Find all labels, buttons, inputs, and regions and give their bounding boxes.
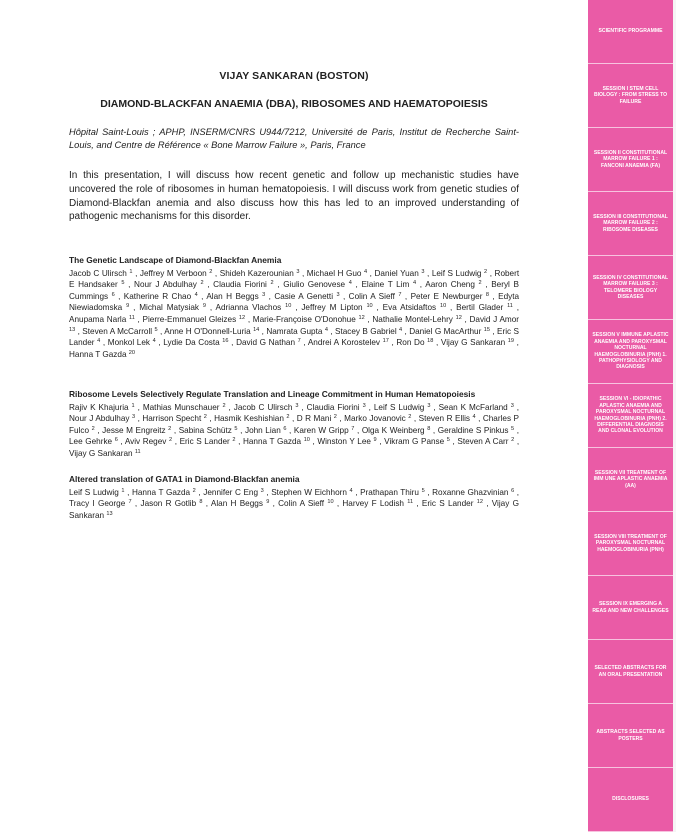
author: Adrianna Vlachos — [215, 303, 282, 313]
affiliation-number: 4 — [399, 326, 403, 333]
affiliation-number: 9 — [126, 303, 130, 310]
nav-disclosures[interactable]: DISCLOSURES — [588, 768, 673, 832]
affiliation-number: 9 — [266, 499, 270, 506]
author: Olga K Weinberg — [361, 425, 425, 435]
author: Hanna T Gazda — [242, 437, 302, 447]
affiliation-number: 4 — [349, 487, 353, 494]
affiliation-number: 10 — [439, 303, 447, 310]
publication-2 — [69, 389, 519, 460]
author: Michal Matysiak — [139, 303, 200, 313]
affiliation-number: 3 — [362, 402, 366, 409]
affiliation-number: 13 — [69, 326, 76, 333]
author: Stacey B Gabriel — [335, 326, 397, 336]
author: Casie A Genetti — [274, 291, 334, 301]
affiliation-number: 5 — [121, 280, 125, 287]
affiliation-number: 5 — [446, 437, 450, 444]
affiliation-number: 9 — [373, 437, 377, 444]
affiliation-number: 4 — [152, 338, 156, 345]
affiliation-number: 3 — [260, 487, 264, 494]
affiliation-number: 6 — [114, 437, 118, 444]
author: Giulio Genovese — [283, 280, 346, 290]
affiliation-number: 5 — [234, 425, 238, 432]
author: Lee Gehrke — [69, 437, 113, 447]
affiliation-number: 8 — [485, 291, 490, 298]
author: Beryl B Cummings — [69, 280, 519, 301]
author: Jacob C Ulirsch — [233, 402, 293, 412]
affiliation-number: 2 — [484, 268, 488, 275]
affiliation: Hôpital Saint-Louis ; APHP, INSERM/CNRS U944/7212, Université de Paris, Institut de Recherche Saint-Louis, and Centre de Référence « Bone Marrow Failure », Paris, France — [69, 127, 519, 151]
author: Alan H Beggs — [206, 291, 259, 301]
affiliation-number: 2 — [168, 437, 173, 444]
author: Harrison Specht — [142, 414, 202, 424]
affiliation-number: 2 — [168, 425, 172, 432]
author: Jesse M Engreitz — [102, 425, 166, 435]
affiliation-number: 15 — [483, 326, 490, 333]
nav-selected-abstracts-oral[interactable]: SELECTED ABSTRACTS FOR AN ORAL PRESENTATION — [588, 640, 673, 704]
affiliation-number: 7 — [297, 338, 301, 345]
affiliation-number: 12 — [455, 314, 462, 321]
affiliation-number: 3 — [262, 291, 266, 298]
affiliation-number: 3 — [295, 402, 299, 409]
affiliation-number: 1 — [131, 402, 135, 409]
publication-title: The Genetic Landscape of Diamond-Blackfan Anemia — [69, 255, 282, 265]
author: David J Amor — [469, 314, 520, 324]
affiliation-number: 2 — [478, 280, 482, 287]
affiliation-number: 7 — [128, 499, 132, 506]
affiliation-number: 2 — [408, 414, 412, 421]
nav-scientific-programme[interactable]: SCIENTIFIC PROGRAMME — [588, 0, 673, 64]
author: Jeffrey M Verboon — [139, 268, 207, 278]
author: Charles P Fulco — [69, 414, 519, 435]
affiliation-number: 3 — [421, 268, 425, 275]
nav-session-6[interactable]: SESSION VI - IDIOPATHIC APLASTIC ANAEMIA AND PAROXYSMAL NOCTURNAL HAEMOGLOBINURIA (PNH) 2. DIFFERENTIAL DIAGNOSIS AND CLONAL EVOLUTION — [588, 384, 673, 448]
author: Prathapan Thiru — [360, 487, 419, 497]
author: Eric S Lander — [179, 437, 230, 447]
author: Harvey F Lodish — [342, 499, 404, 509]
publication-title: Ribosome Levels Selectively Regulate Translation and Lineage Commitment in Human Hematopoiesis — [69, 389, 476, 399]
affiliation-number: 2 — [222, 402, 226, 409]
nav-session-9[interactable]: SESSION IX EMERGING A REAS AND NEW CHALLENGES — [588, 576, 673, 640]
affiliation-number: 12 — [476, 499, 483, 506]
author: Andrei A Korostelev — [307, 338, 380, 348]
affiliation-number: 16 — [222, 338, 229, 345]
author-list: Leif S Ludwig $^1$ , Hanna T Gazda $^2$ , Jennifer C Eng $^3$ , Stephen W Eichhorn $^4$ , Prathapan Thiru $^5$ , Roxanne Ghazvinian $^6$ , Tracy I George $^7$ , Jason R Gotlib $^8$ , Alan H Beggs $^9$ , Colin A Sieff $^{10}$ , Harvey F Lodish $^{11}$ , Eric S Lander $^{12}$ , Vijay G Sankaran $^{13}$ — [69, 487, 520, 520]
affiliation-number: 12 — [358, 314, 365, 321]
author: Elaine T Lim — [361, 280, 410, 290]
author: Roxanne Ghazvinian — [432, 487, 509, 497]
author: Steven A Carr — [457, 437, 509, 447]
author: Hanna T Gazda — [69, 349, 127, 359]
author-list: Rajiv K Khajuria $^1$ , Mathias Munschauer $^2$ , Jacob C Ulirsch $^3$ , Claudia Fiorini $^3$ , Leif S Ludwig $^3$ , Sean K McFarland $^3$ , Nour J Abdulhay $^3$ , Harrison Specht $^2$ , Hasmik Keshishian $^2$ , D R Mani $^2$ , Marko Jovanovic $^2$ , Steven R Ellis $^4$ , Charles P Fulco $^2$ , Jesse M Engreitz $^2$ , Sabina Schütz $^5$ , John Lian $^6$ , Karen W Gripp $^7$ , Olga K Weinberg $^8$ , Geraldine S Pinkus $^5$ , Lee Gehrke $^6$ , Aviv Regev $^2$ , Eric S Lander $^2$ , Hanna T Gazda $^{10}$ , Winston Y Lee $^9$ , Vikram G Panse $^5$ , Steven A Carr $^2$ , Vijay G Sankaran $^{11}$ — [69, 402, 520, 458]
author: Ron Do — [396, 338, 425, 348]
publication-1 — [69, 255, 519, 360]
nav-abstracts-posters[interactable]: ABSTRACTS SELECTED AS POSTERS — [588, 704, 673, 768]
affiliation-number: 5 — [421, 487, 425, 494]
affiliation-number: 10 — [285, 303, 292, 310]
affiliation-number: 1 — [129, 268, 133, 275]
affiliation-number: 5 — [154, 326, 158, 333]
author: Peter E Newburger — [410, 291, 483, 301]
author: Hanna T Gazda — [131, 487, 191, 497]
author: Robert E Handsaker — [69, 268, 520, 290]
affiliation-number: 9 — [202, 303, 206, 310]
author: John Lian — [244, 425, 281, 435]
affiliation-number: 4 — [97, 338, 101, 345]
affiliation-number: 3 — [336, 291, 340, 298]
author: Sabina Schütz — [178, 425, 232, 435]
affiliation-number: 2 — [511, 437, 515, 444]
author: Eva Atsidaftos — [382, 303, 437, 313]
author: Stephen W Eichhorn — [271, 487, 347, 497]
author: Leif S Ludwig — [373, 402, 425, 412]
affiliation-number: 4 — [194, 291, 198, 298]
affiliation-number: 3 — [131, 414, 136, 421]
author: Michael H Guo — [306, 268, 362, 278]
author: Jeffrey M Lipton — [301, 303, 363, 313]
affiliation-number: 2 — [192, 487, 196, 494]
author: Leif S Ludwig — [69, 487, 119, 497]
author: Leif S Ludwig — [431, 268, 482, 278]
author: Geraldine S Pinkus — [437, 425, 509, 435]
author: Lydie Da Costa — [163, 338, 220, 348]
affiliation-number: 2 — [203, 414, 207, 421]
affiliation-number: 10 — [366, 303, 373, 310]
author: Claudia Fiorini — [306, 402, 360, 412]
affiliation-number: 7 — [351, 425, 355, 432]
author: Alan H Beggs — [210, 499, 263, 509]
author: Mathias Munschauer — [142, 402, 220, 412]
nav-session-8[interactable]: SESSION VIII TREATMENT OF PAROXYSMAL NOCTURNAL HAEMOGLOBINURIA (PNH) — [588, 512, 673, 576]
affiliation-number: 14 — [253, 326, 260, 333]
author: Katherine R Chao — [123, 291, 192, 301]
affiliation-number: 5 — [511, 425, 515, 432]
affiliation-number: 4 — [348, 280, 352, 287]
author: D R Mani — [296, 414, 332, 424]
session-sidebar — [588, 0, 676, 832]
affiliation-number: 13 — [106, 510, 113, 517]
affiliation-number: 3 — [296, 268, 300, 275]
author: Daniel Yuan — [374, 268, 419, 278]
author: Jason R Gotlib — [140, 499, 197, 509]
affiliation-number: 11 — [407, 499, 414, 506]
author: Hasmik Keshishian — [214, 414, 284, 424]
author: Jacob C Ulirsch — [69, 268, 127, 278]
affiliation-number: 3 — [510, 402, 514, 409]
affiliation-number: 6 — [511, 487, 515, 494]
author: Daniel G MacArthur — [409, 326, 482, 336]
author: Namrata Gupta — [266, 326, 323, 336]
affiliation-number: 4 — [472, 414, 476, 421]
affiliation-number: 2 — [209, 268, 213, 275]
affiliation-number: 11 — [129, 314, 135, 321]
affiliation-number: 1 — [121, 487, 125, 494]
affiliation-number: 4 — [324, 326, 328, 333]
author: Nour J Abdulhay — [134, 280, 197, 290]
author: Steven A McCarroll — [82, 326, 153, 336]
affiliation-number: 8 — [427, 425, 431, 432]
affiliation-number: 8 — [199, 499, 203, 506]
nav-session-1[interactable]: SESSION I STEM CELL BIOLOGY : FROM STRESS TO FAILURE — [588, 64, 673, 128]
author: Sean K McFarland — [438, 402, 508, 412]
nav-session-3[interactable]: SESSION III CONSTITUTIONAL MARROW FAILURE 2 : RIBOSOME DISEASES — [588, 192, 673, 256]
author: Eric S Lander — [421, 499, 474, 509]
author: Shideh Kazerounian — [219, 268, 294, 278]
affiliation-number: 19 — [507, 338, 515, 345]
author: Nathalie Montel-Lehry — [372, 314, 453, 324]
author: Jennifer C Eng — [203, 487, 259, 497]
author: Monkol Lek — [107, 338, 151, 348]
author: Nour J Abdulhay — [69, 414, 130, 424]
abstract-text: In this presentation, I will discuss how recent genetic and follow up mechanistic studies have uncovered the role of ribosomes in human hematopoiesis. I will discuss work from genetic studies of Diamond-Blackfan anemia and also discuss how this has led to an improved understanding of pathogenic mechanisms for this disorder. — [69, 170, 519, 223]
nav-session-2[interactable]: SESSION II CONSTITUTIONAL MARROW FAILURE 1 : FANCONI ANAEMIA (FA) — [588, 128, 673, 192]
author: Vikram G Panse — [384, 437, 445, 447]
nav-session-7[interactable]: SESSION VII TREATMENT OF IMM UNE APLASTIC ANAEMIA (AA) — [588, 448, 673, 512]
affiliation-number: 20 — [128, 349, 136, 356]
affiliation-number: 2 — [270, 280, 274, 287]
author: Steven R Ellis — [418, 414, 470, 424]
affiliation-number: 2 — [91, 425, 95, 432]
author: Aviv Regev — [124, 437, 167, 447]
talk-title: DIAMOND-BLACKFAN ANAEMIA (DBA), RIBOSOMES AND HAEMATOPOIESIS — [100, 98, 488, 110]
affiliation-number: 6 — [283, 425, 287, 432]
author: Anne H O'Donnell-Luria — [164, 326, 251, 336]
affiliation-number: 10 — [327, 499, 334, 506]
affiliation-number: 6 — [111, 291, 115, 298]
affiliation-number: 18 — [427, 338, 434, 345]
author: Anupama Narla — [69, 314, 127, 324]
author: Aaron Cheng — [425, 280, 475, 290]
speaker-name: VIJAY SANKARAN (BOSTON) — [219, 70, 369, 82]
publication-3 — [69, 474, 519, 521]
author: Marko Jovanovic — [344, 414, 406, 424]
affiliation-number: 4 — [413, 280, 417, 287]
affiliation-number: 7 — [398, 291, 402, 298]
affiliation-number: 2 — [333, 414, 337, 421]
author: Claudia Fiorini — [213, 280, 267, 290]
affiliation-number: 17 — [382, 338, 389, 345]
affiliation-number: 2 — [232, 437, 236, 444]
author: Tracy I George — [69, 499, 126, 509]
affiliation-number: 3 — [427, 402, 431, 409]
affiliation-number: 2 — [286, 414, 290, 421]
author: Karen W Gripp — [293, 425, 349, 435]
affiliation-number: 11 — [507, 303, 513, 310]
author: Vijay G Sankaran — [69, 499, 519, 520]
author: Vijay G Sankaran — [440, 338, 506, 348]
author-list: Jacob C Ulirsch $^1$ , Jeffrey M Verboon $^2$ , Shideh Kazerounian $^3$ , Michael H Guo $^4$ , Daniel Yuan $^3$ , Leif S Ludwig $^2$ , Robert E Handsaker $^5$ , Nour J Abdulhay $^2$ , Claudia Fiorini $^2$ , Giulio Genovese $^4$ , Elaine T Lim $^4$ , Aaron Cheng $^2$ , Beryl B Cummings $^6$ , Katherine R Chao $^4$ , Alan H Beggs $^3$ , Casie A Genetti $^3$ , Colin A Sieff $^7$ , Peter E Newburger $^8$ , Edyta Niewiadomska $^9$ , Michal Matysiak $^9$ , Adrianna Vlachos $^{10}$ , Jeffrey M Lipton $^{10}$ , Eva Atsidaftos $^{10}$ , Bertil Glader $^{11}$ , Anupama Narla $^{11}$ , Pierre-Emmanuel Gleizes $^{12}$ , Marie-Françoise O'Donohue $^{12}$ , Nathalie Montel-Lehry $^{12}$ , David J Amor $^{13}$ , Steven A McCarroll $^5$ , Anne H O'Donnell-Luria $^{14}$ , Namrata Gupta $^4$ , Stacey B Gabriel $^4$ , Daniel G MacArthur $^{15}$ , Eric S Lander $^4$ , Monkol Lek $^4$ , Lydie Da Costa $^{16}$ , David G Nathan $^7$ , Andrei A Korostelev $^{17}$ , Ron Do $^{18}$ , Vijay G Sankaran $^{19}$ , Hanna T Gazda $^{20}$ — [69, 268, 520, 359]
author: Pierre-Emmanuel Gleizes — [142, 314, 237, 324]
nav-session-4[interactable]: SESSION IV CONSTITUTIONAL MARROW FAILURE 3 : TELOMERE BIOLOGY DISEASES — [588, 256, 673, 320]
author: David G Nathan — [236, 338, 296, 348]
author: Marie-Françoise O'Donohue — [252, 314, 356, 324]
affiliation-number: 10 — [303, 437, 310, 444]
affiliation-number: 11 — [134, 448, 141, 455]
author: Edyta Niewiadomska — [69, 291, 520, 313]
author: Colin A Sieff — [278, 499, 325, 509]
author: Winston Y Lee — [317, 437, 371, 447]
author: Bertil Glader — [456, 303, 504, 313]
nav-session-5[interactable]: SESSION V IMMUNE APLASTIC ANAEMIA AND PAROXYSMAL NOCTURNAL HAEMOGLOBINURIA (PNH) 1. PATHOPHYSIOLOGY AND DIAGNOSIS — [588, 320, 673, 384]
author: Eric S Lander — [69, 326, 519, 348]
publication-title: Altered translation of GATA1 in Diamond-Blackfan anemia — [69, 474, 300, 484]
affiliation-number: 12 — [238, 314, 246, 321]
author: Vijay G Sankaran — [69, 448, 133, 458]
author: Colin A Sieff — [348, 291, 395, 301]
affiliation-number: 4 — [364, 268, 368, 275]
author: Rajiv K Khajuria — [69, 402, 129, 412]
affiliation-number: 2 — [200, 280, 204, 287]
